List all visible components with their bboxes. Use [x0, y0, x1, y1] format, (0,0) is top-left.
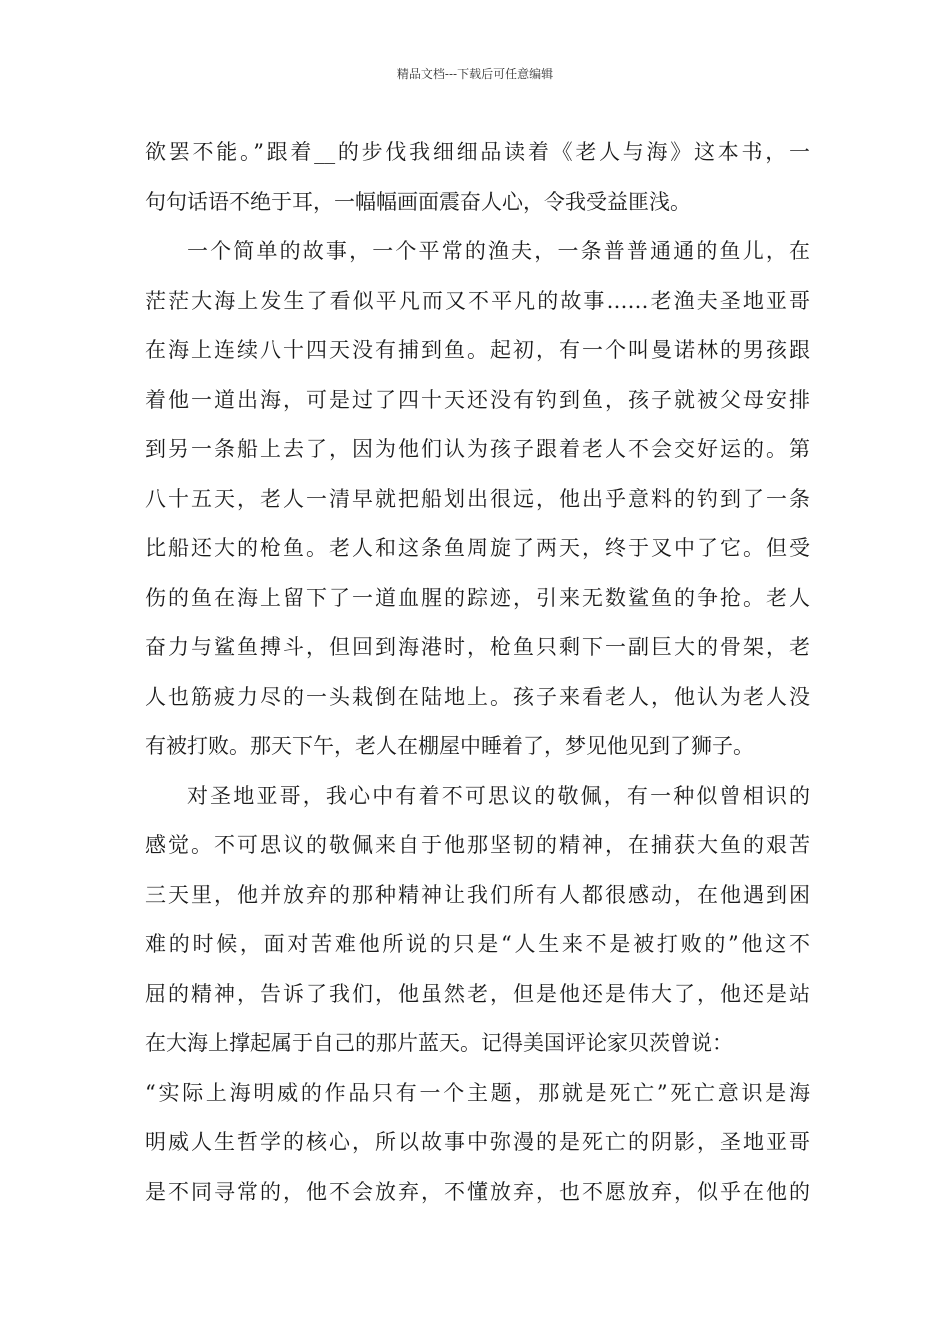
- text-line: 八十五天，老人一清早就把船划出很远，他出乎意料的钓到了一条: [145, 486, 810, 511]
- text-line: 感觉。不可思议的敬佩来自于他那坚韧的精神，在捕获大鱼的艰苦: [145, 833, 810, 857]
- text-line: 对圣地亚哥，我心中有着不可思议的敬佩，有一种似曾相识的: [187, 783, 810, 808]
- text-line: “实际上海明威的作品只有一个主题，那就是死亡”死亡意识是海: [145, 1080, 810, 1105]
- text-line: 着他一道出海，可是过了四十天还没有钓到鱼，孩子就被父母安排: [145, 387, 810, 412]
- text-line: 人也筋疲力尽的一头栽倒在陆地上。孩子来看老人，他认为老人没: [145, 684, 810, 709]
- text-line: 是不同寻常的，他不会放弃，不懂放弃，也不愿放弃，似乎在他的: [145, 1179, 810, 1204]
- text-line: 一个简单的故事，一个平常的渔夫，一条普普通通的鱼儿，在: [187, 239, 810, 263]
- text-line: 在大海上撑起属于自己的那片蓝天。记得美国评论家贝茨曾说：: [145, 1031, 733, 1055]
- text-line: 难的时候，面对苦难他所说的只是“人生来不是被打败的”他这不: [145, 932, 810, 956]
- text-line: 在海上连续八十四天没有捕到鱼。起初，有一个叫曼诺林的男孩跟: [145, 338, 810, 362]
- text-line: 三天里，他并放弃的那种精神让我们所有人都很感动，在他遇到困: [145, 882, 810, 907]
- text-line: 明威人生哲学的核心，所以故事中弥漫的是死亡的阴影，圣地亚哥: [145, 1130, 810, 1154]
- text-line: 屈的精神，告诉了我们，他虽然老，但是他还是伟大了，他还是站: [145, 981, 810, 1006]
- page-header: 精品文档---下载后可任意编辑: [396, 67, 554, 81]
- text-line: 到另一条船上去了，因为他们认为孩子跟着老人不会交好运的。第: [145, 437, 810, 461]
- text-line: 有被打败。那天下午，老人在棚屋中睡着了，梦见他见到了狮子。: [145, 734, 754, 758]
- text-line: 伤的鱼在海上留下了一道血腥的踪迹，引来无数鲨鱼的争抢。老人: [145, 585, 810, 610]
- text-line: 茫茫大海上发生了看似平凡而又不平凡的故事……老渔夫圣地亚哥: [145, 288, 810, 313]
- text-line: 比船还大的枪鱼。老人和这条鱼周旋了两天，终于叉中了它。但受: [145, 536, 810, 560]
- text-line: 句句话语不绝于耳，一幅幅画面震奋人心，令我受益匪浅。: [145, 189, 691, 214]
- document-body: [145, 128, 810, 1217]
- text-line: 奋力与鲨鱼搏斗，但回到海港时，枪鱼只剩下一副巨大的骨架，老: [145, 635, 810, 659]
- text-line: 欲罢不能。”跟着__的步伐我细细品读着《老人与海》这本书，一: [145, 140, 810, 164]
